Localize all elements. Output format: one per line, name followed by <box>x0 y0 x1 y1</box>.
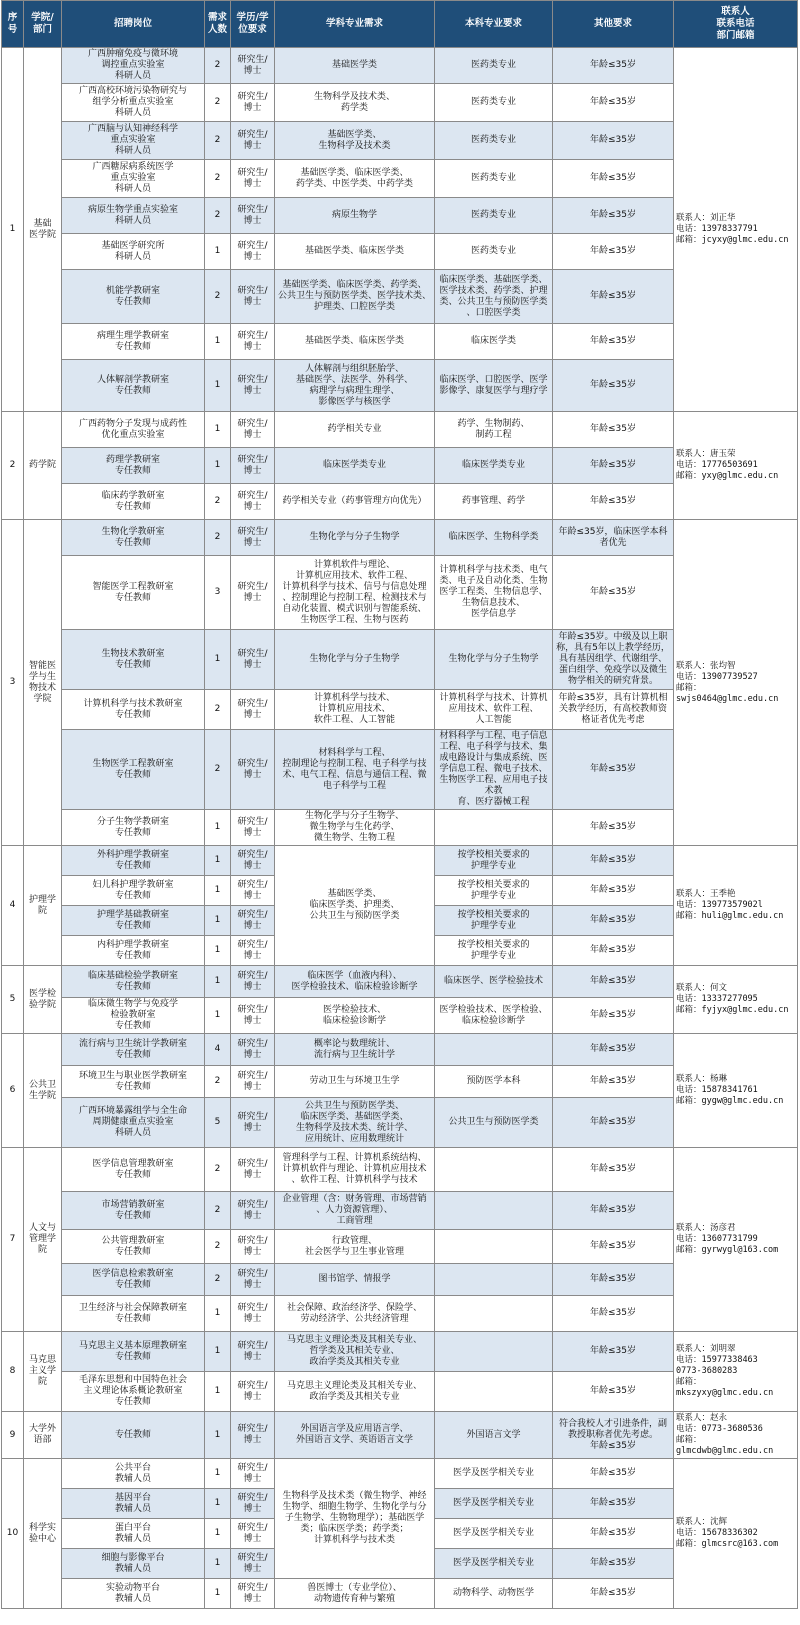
post-cell: 广西药物分子发现与成药性 优化重点实验室 <box>62 412 205 448</box>
undergrad-cell: 材料科学与工程、电子信息 工程、电子科学与技术、集 成电路设计与集成系统、医 学信息工程、微电子技术、 生物医学工程、应用电子技术教 育、医疗器械工程 <box>435 730 553 810</box>
undergrad-cell: 计算机科学与技术、计算机 应用技术、软件工程、 人工智能 <box>435 690 553 730</box>
other-cell: 年龄≤35岁 <box>553 160 674 198</box>
major-cell: 社会保障、政治经济学、保险学、 劳动经济学、公共经济管理 <box>275 1296 435 1332</box>
undergrad-cell <box>435 1372 553 1412</box>
edu-cell: 研究生/ 博士 <box>231 1148 275 1192</box>
edu-cell: 研究生/ 博士 <box>231 1489 275 1519</box>
major-cell: 药学相关专业 <box>275 412 435 448</box>
other-cell: 年龄≤35岁 <box>553 1148 674 1192</box>
edu-cell: 研究生/ 博士 <box>231 1098 275 1148</box>
recruitment-table <box>1 0 798 1609</box>
table-row <box>2 1332 798 1372</box>
major-cell: 生物化学与分子生物学 <box>275 630 435 690</box>
seq-cell: 7 <box>2 1148 24 1332</box>
major-cell: 行政管理、 社会医学与卫生事业管理 <box>275 1230 435 1264</box>
major-cell: 病原生物学 <box>275 198 435 234</box>
other-cell: 年龄≤35岁 <box>553 906 674 936</box>
other-cell: 年龄≤35岁 <box>553 1519 674 1549</box>
post-cell: 广西脑与认知神经科学 重点实验室 科研人员 <box>62 122 205 160</box>
dept-cell: 马克思 主义学 院 <box>24 1332 62 1412</box>
contact-cell: 联系人：何文 电话：13337277095 邮箱：fyjyx@glmc.edu.cn <box>674 966 798 1034</box>
major-cell: 外国语言学及应用语言学、 外国语言文学、英语语言文学 <box>275 1412 435 1459</box>
major-cell: 材料科学与工程、 控制理论与控制工程、电子科学与技 术、电气工程、信息与通信工程、微 电子科学与工程 <box>275 730 435 810</box>
other-cell: 年龄≤35岁 <box>553 1192 674 1230</box>
num-cell: 2 <box>205 122 231 160</box>
edu-cell: 研究生/ 博士 <box>231 1192 275 1230</box>
edu-cell: 研究生/ 博士 <box>231 556 275 630</box>
seq-cell: 2 <box>2 412 24 520</box>
post-cell: 公共管理教研室 专任教师 <box>62 1230 205 1264</box>
edu-cell: 研究生/ 博士 <box>231 1459 275 1489</box>
dept-cell: 护理学 院 <box>24 846 62 966</box>
edu-cell: 研究生/ 博士 <box>231 966 275 998</box>
table-body <box>2 48 798 1609</box>
other-cell: 年龄≤35岁 <box>553 412 674 448</box>
other-cell: 符合我校人才引进条件，副 教授职称者优先考虑。 年龄≤35岁 <box>553 1412 674 1459</box>
major-cell: 图书馆学、情报学 <box>275 1264 435 1296</box>
post-cell: 实验动物平台 教辅人员 <box>62 1579 205 1609</box>
num-cell: 1 <box>205 1579 231 1609</box>
other-cell: 年龄≤35岁 <box>553 1264 674 1296</box>
post-cell: 环境卫生与职业医学教研室 专任教师 <box>62 1066 205 1098</box>
dept-cell: 智能医 学与生 物技术 学院 <box>24 520 62 846</box>
undergrad-cell <box>435 1264 553 1296</box>
num-cell: 2 <box>205 690 231 730</box>
edu-cell: 研究生/ 博士 <box>231 198 275 234</box>
undergrad-cell: 医药类专业 <box>435 160 553 198</box>
edu-cell: 研究生/ 博士 <box>231 84 275 122</box>
other-cell: 年龄≤35岁 <box>553 966 674 998</box>
contact-cell: 联系人：沈辉 电话：15678336302 邮箱：glmcsrc@163.com <box>674 1459 798 1609</box>
major-cell: 基础医学类、临床医学类 <box>275 234 435 270</box>
edu-cell: 研究生/ 博士 <box>231 484 275 520</box>
undergrad-cell: 动物科学、动物医学 <box>435 1579 553 1609</box>
post-cell: 临床微生物学与免疫学 检验教研室 专任教师 <box>62 998 205 1034</box>
undergrad-cell: 药事管理、药学 <box>435 484 553 520</box>
undergrad-cell: 临床医学、口腔医学、医学 影像学、康复医学与理疗学 <box>435 360 553 412</box>
post-cell: 流行病与卫生统计学教研室 专任教师 <box>62 1034 205 1066</box>
other-cell: 年龄≤35岁 <box>553 1296 674 1332</box>
undergrad-cell: 生物化学与分子生物学 <box>435 630 553 690</box>
post-cell: 计算机科学与技术教研室 专任教师 <box>62 690 205 730</box>
post-cell: 基因平台 教辅人员 <box>62 1489 205 1519</box>
post-cell: 人体解剖学教研室 专任教师 <box>62 360 205 412</box>
undergrad-cell <box>435 1296 553 1332</box>
major-cell: 管理科学与工程、计算机系统结构、 计算机软件与理论、计算机应用技术 、软件工程、计算机科学与技术 <box>275 1148 435 1192</box>
num-cell: 1 <box>205 876 231 906</box>
major-cell: 劳动卫生与环境卫生学 <box>275 1066 435 1098</box>
post-cell: 医学信息检索教研室 专任教师 <box>62 1264 205 1296</box>
num-cell: 1 <box>205 630 231 690</box>
other-cell: 年龄≤35岁 <box>553 1034 674 1066</box>
post-cell: 专任教师 <box>62 1412 205 1459</box>
contact-cell: 联系人：赵永 电话：0773-3680536 邮箱：glmcdwb@glmc.edu.cn <box>674 1412 798 1459</box>
edu-cell: 研究生/ 博士 <box>231 1034 275 1066</box>
contact-cell: 联系人：唐玉荣 电话：17776503691 邮箱：yxy@glmc.edu.cn <box>674 412 798 520</box>
table-row <box>2 846 798 876</box>
num-cell: 2 <box>205 84 231 122</box>
edu-cell: 研究生/ 博士 <box>231 936 275 966</box>
post-cell: 机能学教研室 专任教师 <box>62 270 205 324</box>
table-row <box>2 1459 798 1489</box>
other-cell: 年龄≤35岁 <box>553 198 674 234</box>
major-cell: 临床医学（血液内科）、 医学检验技术、临床检验诊断学 <box>275 966 435 998</box>
undergrad-cell <box>435 1148 553 1192</box>
edu-cell: 研究生/ 博士 <box>231 730 275 810</box>
num-cell: 1 <box>205 1549 231 1579</box>
edu-cell: 研究生/ 博士 <box>231 1332 275 1372</box>
edu-cell: 研究生/ 博士 <box>231 48 275 84</box>
num-cell: 2 <box>205 160 231 198</box>
major-cell: 公共卫生与预防医学类、 临床医学类、基础医学类、 生物科学及技术类、统计学、 应用统计、应用数理统计 <box>275 1098 435 1148</box>
other-cell: 年龄≤35岁 <box>553 1489 674 1519</box>
post-cell: 蛋白平台 教辅人员 <box>62 1519 205 1549</box>
edu-cell: 研究生/ 博士 <box>231 1579 275 1609</box>
post-cell: 智能医学工程教研室 专任教师 <box>62 556 205 630</box>
num-cell: 1 <box>205 1519 231 1549</box>
table-row <box>2 1412 798 1459</box>
other-cell: 年龄≤35岁，临床医学本科 者优先 <box>553 520 674 556</box>
table-row <box>2 1148 798 1192</box>
num-cell: 4 <box>205 1034 231 1066</box>
header-major: 学科专业需求 <box>275 1 435 48</box>
num-cell: 2 <box>205 1066 231 1098</box>
edu-cell: 研究生/ 博士 <box>231 1412 275 1459</box>
edu-cell: 研究生/ 博士 <box>231 1066 275 1098</box>
undergrad-cell: 预防医学本科 <box>435 1066 553 1098</box>
major-cell: 马克思主义理论类及其相关专业、 政治学类及其相关专业 <box>275 1372 435 1412</box>
major-cell: 马克思主义理论类及其相关专业、 哲学类及其相关专业、 政治学类及其相关专业 <box>275 1332 435 1372</box>
major-cell: 医学检验技术、 临床检验诊断学 <box>275 998 435 1034</box>
other-cell: 年龄≤35岁 <box>553 936 674 966</box>
edu-cell: 研究生/ 博士 <box>231 810 275 846</box>
undergrad-cell <box>435 810 553 846</box>
edu-cell: 研究生/ 博士 <box>231 1372 275 1412</box>
undergrad-cell: 医学及医学相关专业 <box>435 1549 553 1579</box>
other-cell: 年龄≤35岁 <box>553 84 674 122</box>
num-cell: 2 <box>205 198 231 234</box>
header-undergrad: 本科专业要求 <box>435 1 553 48</box>
num-cell: 1 <box>205 234 231 270</box>
num-cell: 1 <box>205 360 231 412</box>
num-cell: 1 <box>205 1412 231 1459</box>
post-cell: 马克思主义基本原理教研室 专任教师 <box>62 1332 205 1372</box>
edu-cell: 研究生/ 博士 <box>231 1549 275 1579</box>
other-cell: 年龄≤35岁 <box>553 1230 674 1264</box>
undergrad-cell: 计算机科学与技术类、电气 类、电子及自动化类、生物 医学工程类、生物信息学、 生物信息技术、 医学信息学 <box>435 556 553 630</box>
edu-cell: 研究生/ 博士 <box>231 448 275 484</box>
contact-cell: 联系人：张均智 电话：13907739527 邮箱： swjs0464@glmc.edu.cn <box>674 520 798 846</box>
contact-cell: 联系人：王季艳 电话：13977357902l 邮箱：huli@glmc.edu.cn <box>674 846 798 966</box>
undergrad-cell: 医学及医学相关专业 <box>435 1489 553 1519</box>
post-cell: 广西肿瘤免疫与微环境 调控重点实验室 科研人员 <box>62 48 205 84</box>
undergrad-cell: 医学及医学相关专业 <box>435 1459 553 1489</box>
major-cell: 企业管理（含：财务管理、市场营销 、人力资源管理）、 工商管理 <box>275 1192 435 1230</box>
edu-cell: 研究生/ 博士 <box>231 906 275 936</box>
table-row <box>2 48 798 84</box>
other-cell: 年龄≤35岁 <box>553 810 674 846</box>
dept-cell: 人文与 管理学 院 <box>24 1148 62 1332</box>
major-cell: 基础医学类、 生物科学及技术类 <box>275 122 435 160</box>
dept-cell: 药学院 <box>24 412 62 520</box>
undergrad-cell: 医药类专业 <box>435 84 553 122</box>
table-row <box>2 1034 798 1066</box>
other-cell: 年龄≤35岁 <box>553 1332 674 1372</box>
seq-cell: 8 <box>2 1332 24 1412</box>
other-cell: 年龄≤35岁 <box>553 270 674 324</box>
other-cell: 年龄≤35岁 <box>553 234 674 270</box>
num-cell: 2 <box>205 1230 231 1264</box>
post-cell: 广西糖尿病系统医学 重点实验室 科研人员 <box>62 160 205 198</box>
post-cell: 生物化学教研室 专任教师 <box>62 520 205 556</box>
contact-cell: 联系人：刘明翠 电话：15977338463 0773-3680283 邮箱：mkszyxy@glmc.edu.cn <box>674 1332 798 1412</box>
seq-cell: 4 <box>2 846 24 966</box>
num-cell: 1 <box>205 1296 231 1332</box>
other-cell: 年龄≤35岁 <box>553 448 674 484</box>
num-cell: 3 <box>205 556 231 630</box>
post-cell: 卫生经济与社会保障教研室 专任教师 <box>62 1296 205 1332</box>
edu-cell: 研究生/ 博士 <box>231 360 275 412</box>
major-cell: 临床医学类专业 <box>275 448 435 484</box>
contact-cell: 联系人：刘正华 电话：13978337791 邮箱：jcyxy@glmc.edu.cn <box>674 48 798 412</box>
post-cell: 病原生物学重点实验室 科研人员 <box>62 198 205 234</box>
undergrad-cell: 按学校相关要求的 护理学专业 <box>435 936 553 966</box>
num-cell: 1 <box>205 1372 231 1412</box>
post-cell: 生物技术教研室 专任教师 <box>62 630 205 690</box>
post-cell: 市场营销教研室 专任教师 <box>62 1192 205 1230</box>
other-cell: 年龄≤35岁。中级及以上职 称，具有5年以上教学经历， 具有基因组学、代谢组学、 蛋白组学、免疫学以及微生 物学相关的研究背景。 <box>553 630 674 690</box>
other-cell: 年龄≤35岁 <box>553 730 674 810</box>
undergrad-cell: 医药类专业 <box>435 122 553 160</box>
post-cell: 内科护理学教研室 专任教师 <box>62 936 205 966</box>
other-cell: 年龄≤35岁 <box>553 122 674 160</box>
post-cell: 外科护理学教研室 专任教师 <box>62 846 205 876</box>
other-cell: 年龄≤35岁 <box>553 1372 674 1412</box>
num-cell: 5 <box>205 1098 231 1148</box>
seq-cell: 10 <box>2 1459 24 1609</box>
header-num: 需求 人数 <box>205 1 231 48</box>
major-cell: 概率论与数理统计、 流行病与卫生统计学 <box>275 1034 435 1066</box>
header-row <box>2 1 798 48</box>
major-cell: 生物化学与分子生物学、 微生物学与生化药学、 微生物学、生物工程 <box>275 810 435 846</box>
undergrad-cell: 医学及医学相关专业 <box>435 1519 553 1549</box>
num-cell: 2 <box>205 730 231 810</box>
other-cell: 年龄≤35岁 <box>553 48 674 84</box>
edu-cell: 研究生/ 博士 <box>231 630 275 690</box>
undergrad-cell: 按学校相关要求的 护理学专业 <box>435 876 553 906</box>
edu-cell: 研究生/ 博士 <box>231 1230 275 1264</box>
post-cell: 药理学教研室 专任教师 <box>62 448 205 484</box>
header-seq: 序号 <box>2 1 24 48</box>
dept-cell: 医学检 验学院 <box>24 966 62 1034</box>
edu-cell: 研究生/ 博士 <box>231 122 275 160</box>
undergrad-cell: 医学检验技术、医学检验、 临床检验诊断学 <box>435 998 553 1034</box>
undergrad-cell <box>435 1332 553 1372</box>
edu-cell: 研究生/ 博士 <box>231 234 275 270</box>
other-cell: 年龄≤35岁 <box>553 846 674 876</box>
post-cell: 临床药学教研室 专任教师 <box>62 484 205 520</box>
post-cell: 医学信息管理教研室 专任教师 <box>62 1148 205 1192</box>
num-cell: 2 <box>205 520 231 556</box>
post-cell: 临床基础检验学教研室 专任教师 <box>62 966 205 998</box>
seq-cell: 5 <box>2 966 24 1034</box>
edu-cell: 研究生/ 博士 <box>231 520 275 556</box>
other-cell: 年龄≤35岁 <box>553 1098 674 1148</box>
post-cell: 广西高校环境污染物研究与 组学分析重点实验室 科研人员 <box>62 84 205 122</box>
header-post: 招聘岗位 <box>62 1 205 48</box>
num-cell: 2 <box>205 1192 231 1230</box>
undergrad-cell: 医药类专业 <box>435 234 553 270</box>
seq-cell: 6 <box>2 1034 24 1148</box>
num-cell: 2 <box>205 48 231 84</box>
contact-cell: 联系人：杨琳 电话：15878341761 邮箱：gygw@glmc.edu.cn <box>674 1034 798 1148</box>
major-cell: 基础医学类、 临床医学类、护理类、 公共卫生与预防医学类 <box>275 846 435 966</box>
num-cell: 1 <box>205 966 231 998</box>
undergrad-cell: 医药类专业 <box>435 48 553 84</box>
dept-cell: 大学外 语部 <box>24 1412 62 1459</box>
num-cell: 2 <box>205 1264 231 1296</box>
num-cell: 1 <box>205 1459 231 1489</box>
undergrad-cell <box>435 1034 553 1066</box>
major-cell: 计算机科学与技术、 计算机应用技术、 软件工程、人工智能 <box>275 690 435 730</box>
major-cell: 兽医博士（专业学位）、 动物遗传育种与繁殖 <box>275 1579 435 1609</box>
edu-cell: 研究生/ 博士 <box>231 412 275 448</box>
major-cell: 生物科学及技术类、 药学类 <box>275 84 435 122</box>
undergrad-cell: 临床医学、医学检验技术 <box>435 966 553 998</box>
num-cell: 1 <box>205 846 231 876</box>
undergrad-cell: 公共卫生与预防医学类 <box>435 1098 553 1148</box>
edu-cell: 研究生/ 博士 <box>231 1296 275 1332</box>
edu-cell: 研究生/ 博士 <box>231 998 275 1034</box>
dept-cell: 公共卫 生学院 <box>24 1034 62 1148</box>
table-row <box>2 520 798 556</box>
undergrad-cell: 临床医学类 <box>435 324 553 360</box>
undergrad-cell: 按学校相关要求的 护理学专业 <box>435 846 553 876</box>
other-cell: 年龄≤35岁 <box>553 484 674 520</box>
major-cell: 计算机软件与理论、 计算机应用技术、软件工程、 计算机科学与技术、信号与信息处理 、控制理论与控制工程、检测技术与 自动化装置、模式识别与智能系统、 生物医学工程、生物与医药 <box>275 556 435 630</box>
header-edu: 学历/学 位要求 <box>231 1 275 48</box>
post-cell: 生物医学工程教研室 专任教师 <box>62 730 205 810</box>
post-cell: 分子生物学教研室 专任教师 <box>62 810 205 846</box>
num-cell: 1 <box>205 1332 231 1372</box>
major-cell: 基础医学类、临床医学类、 药学类、中医学类、中药学类 <box>275 160 435 198</box>
other-cell: 年龄≤35岁 <box>553 1579 674 1609</box>
major-cell: 生物化学与分子生物学 <box>275 520 435 556</box>
contact-cell: 联系人：汤彦君 电话：13607731799 邮箱：gyrwygl@163.com <box>674 1148 798 1332</box>
major-cell: 基础医学类、临床医学类 <box>275 324 435 360</box>
edu-cell: 研究生/ 博士 <box>231 1519 275 1549</box>
other-cell: 年龄≤35岁 <box>553 1459 674 1489</box>
major-cell: 人体解剖与组织胚胎学、 基础医学、法医学、外科学、 病理学与病理生理学、 影像医学与核医学 <box>275 360 435 412</box>
post-cell: 公共平台 教辅人员 <box>62 1459 205 1489</box>
undergrad-cell: 药学、生物制药、 制药工程 <box>435 412 553 448</box>
major-cell: 基础医学类、临床医学类、药学类、 公共卫生与预防医学类、医学技术类、 护理类、口腔医学类 <box>275 270 435 324</box>
post-cell: 病理生理学教研室 专任教师 <box>62 324 205 360</box>
header-dept: 学院/ 部门 <box>24 1 62 48</box>
post-cell: 毛泽东思想和中国特色社会 主义理论体系概论教研室 专任教师 <box>62 1372 205 1412</box>
num-cell: 1 <box>205 998 231 1034</box>
num-cell: 1 <box>205 324 231 360</box>
other-cell: 年龄≤35岁 <box>553 1066 674 1098</box>
num-cell: 1 <box>205 906 231 936</box>
other-cell: 年龄≤35岁 <box>553 556 674 630</box>
other-cell: 年龄≤35岁 <box>553 324 674 360</box>
num-cell: 1 <box>205 448 231 484</box>
table-row <box>2 966 798 998</box>
undergrad-cell: 临床医学类、基础医学类、 医学技术类、药学类、护理 类、公共卫生与预防医学类 、口腔医学类 <box>435 270 553 324</box>
other-cell: 年龄≤35岁 <box>553 876 674 906</box>
major-cell: 药学相关专业（药事管理方向优先） <box>275 484 435 520</box>
num-cell: 2 <box>205 1148 231 1192</box>
num-cell: 1 <box>205 1489 231 1519</box>
seq-cell: 1 <box>2 48 24 412</box>
undergrad-cell: 外国语言文学 <box>435 1412 553 1459</box>
seq-cell: 3 <box>2 520 24 846</box>
undergrad-cell: 医药类专业 <box>435 198 553 234</box>
other-cell: 年龄≤35岁 <box>553 1549 674 1579</box>
edu-cell: 研究生/ 博士 <box>231 160 275 198</box>
num-cell: 1 <box>205 412 231 448</box>
undergrad-cell: 按学校相关要求的 护理学专业 <box>435 906 553 936</box>
edu-cell: 研究生/ 博士 <box>231 1264 275 1296</box>
dept-cell: 基础 医学院 <box>24 48 62 412</box>
table-row <box>2 412 798 448</box>
dept-cell: 科学实 验中心 <box>24 1459 62 1609</box>
other-cell: 年龄≤35岁，具有计算机相 关教学经历，有高校教师资 格证者优先考虑 <box>553 690 674 730</box>
header-other: 其他要求 <box>553 1 674 48</box>
undergrad-cell: 临床医学、生物科学类 <box>435 520 553 556</box>
edu-cell: 研究生/ 博士 <box>231 270 275 324</box>
other-cell: 年龄≤35岁 <box>553 998 674 1034</box>
edu-cell: 研究生/ 博士 <box>231 324 275 360</box>
seq-cell: 9 <box>2 1412 24 1459</box>
other-cell: 年龄≤35岁 <box>553 360 674 412</box>
num-cell: 2 <box>205 270 231 324</box>
undergrad-cell: 临床医学类专业 <box>435 448 553 484</box>
num-cell: 2 <box>205 484 231 520</box>
num-cell: 1 <box>205 810 231 846</box>
post-cell: 细胞与影像平台 教辅人员 <box>62 1549 205 1579</box>
edu-cell: 研究生/ 博士 <box>231 876 275 906</box>
edu-cell: 研究生/ 博士 <box>231 846 275 876</box>
post-cell: 广西环境暴露组学与全生命 周期健康重点实验室 科研人员 <box>62 1098 205 1148</box>
undergrad-cell <box>435 1192 553 1230</box>
header-contact: 联系人 联系电话 部门邮箱 <box>674 1 798 48</box>
major-cell: 基础医学类 <box>275 48 435 84</box>
post-cell: 妇儿科护理学教研室 专任教师 <box>62 876 205 906</box>
num-cell: 1 <box>205 936 231 966</box>
major-cell: 生物科学及技术类（微生物学、神经 生物学、细胞生物学、生物化学与分 子生物学、生物物理学）；基础医学 类；临床医学类；药学类； 计算机科学与技术类 <box>275 1459 435 1579</box>
edu-cell: 研究生/ 博士 <box>231 690 275 730</box>
post-cell: 基础医学研究所 科研人员 <box>62 234 205 270</box>
undergrad-cell <box>435 1230 553 1264</box>
post-cell: 护理学基础教研室 专任教师 <box>62 906 205 936</box>
